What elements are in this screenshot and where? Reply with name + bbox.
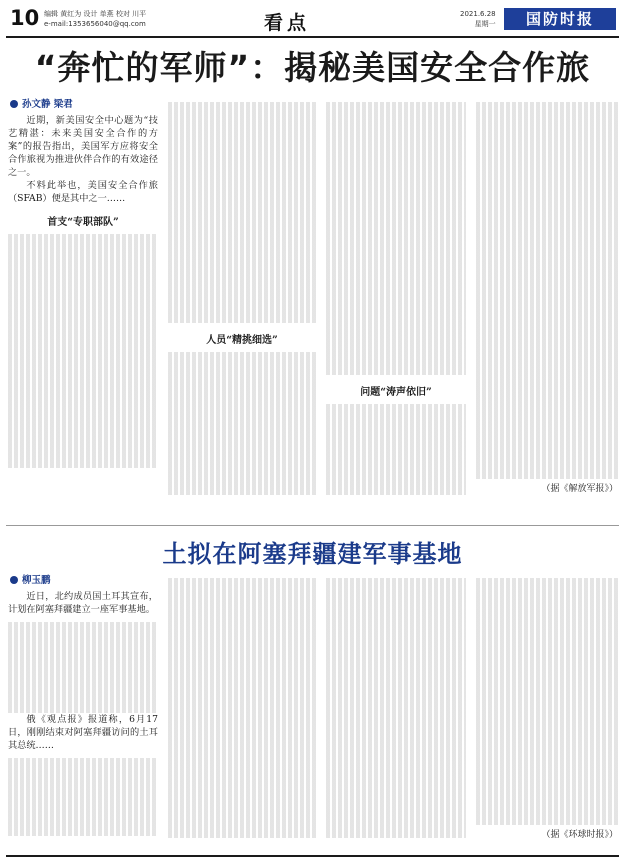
article1-subhead: 问题“涛声依旧”	[360, 387, 432, 398]
credits-email: e-mail:1353656040@qq.com	[44, 20, 146, 28]
illegible-text-block	[476, 102, 618, 479]
masthead	[6, 6, 619, 36]
illegible-text-block	[476, 578, 618, 825]
article1-paragraph: 不料此举也，美国安全合作旅（SFAB）便是其中之一……	[8, 180, 158, 204]
section-title: 看点	[264, 12, 311, 34]
byline-text: 柳玉鹏	[22, 575, 51, 586]
date-text: 2021.6.28	[460, 10, 496, 18]
article-divider	[6, 525, 619, 526]
page-number: 10	[10, 6, 40, 30]
byline-text: 孙文静 梁君	[22, 99, 73, 110]
illegible-text-block	[8, 758, 158, 836]
article2-column-2	[168, 572, 316, 852]
article1-column-4	[476, 96, 618, 518]
article2-source: （据《环球时报》）	[541, 830, 618, 840]
article2-byline	[10, 572, 158, 586]
article1-subhead: 人员“精挑细选”	[206, 335, 278, 346]
byline-bullet-icon	[10, 576, 18, 584]
issue-date	[460, 9, 496, 29]
article2-column-1	[8, 572, 158, 852]
article1-headline: “奔忙的军师”：揭秘美国安全合作旅	[34, 48, 591, 87]
byline-bullet-icon	[10, 100, 18, 108]
article1-column-1	[8, 96, 158, 518]
bottom-rule	[6, 855, 619, 857]
newspaper-logo: 国防时报	[504, 8, 616, 30]
article1-byline	[10, 96, 158, 110]
top-rule	[6, 36, 619, 38]
article1-source: （据《解放军报》）	[541, 484, 618, 494]
editor-credits	[44, 9, 146, 29]
weekday-text: 星期一	[474, 20, 496, 28]
article1-paragraph: 近期，新美国安全中心题为“技艺精湛：未来美国安全合作的方案”的报告指出，美国军方应将安全合作旅视为推进伙伴合作的有效途径之一。	[8, 115, 158, 178]
article1-column-2	[168, 96, 316, 518]
illegible-text-block	[168, 352, 316, 495]
illegible-text-block	[326, 578, 466, 838]
article2-paragraph: 俄《观点报》报道称，6月17日，刚刚结束对阿塞拜疆访问的土耳其总统……	[8, 714, 158, 751]
article1-subhead: 首支“专职部队”	[47, 217, 119, 228]
credits-line: 编辑 黄红为 设计 单燕 校对 川平	[44, 10, 147, 18]
article2-column-3	[326, 572, 466, 852]
article1-column-3	[326, 96, 466, 518]
illegible-text-block	[168, 102, 316, 323]
article2-paragraph: 近日，北约成员国土耳其宣布，计划在阿塞拜疆建立一座军事基地。	[8, 591, 158, 615]
article2-headline: 土拟在阿塞拜疆建军事基地	[162, 540, 463, 568]
article2-column-4	[476, 572, 618, 852]
illegible-text-block	[8, 622, 158, 713]
illegible-text-block	[168, 578, 316, 838]
illegible-text-block	[326, 102, 466, 375]
illegible-text-block	[8, 234, 158, 468]
illegible-text-block	[326, 404, 466, 495]
